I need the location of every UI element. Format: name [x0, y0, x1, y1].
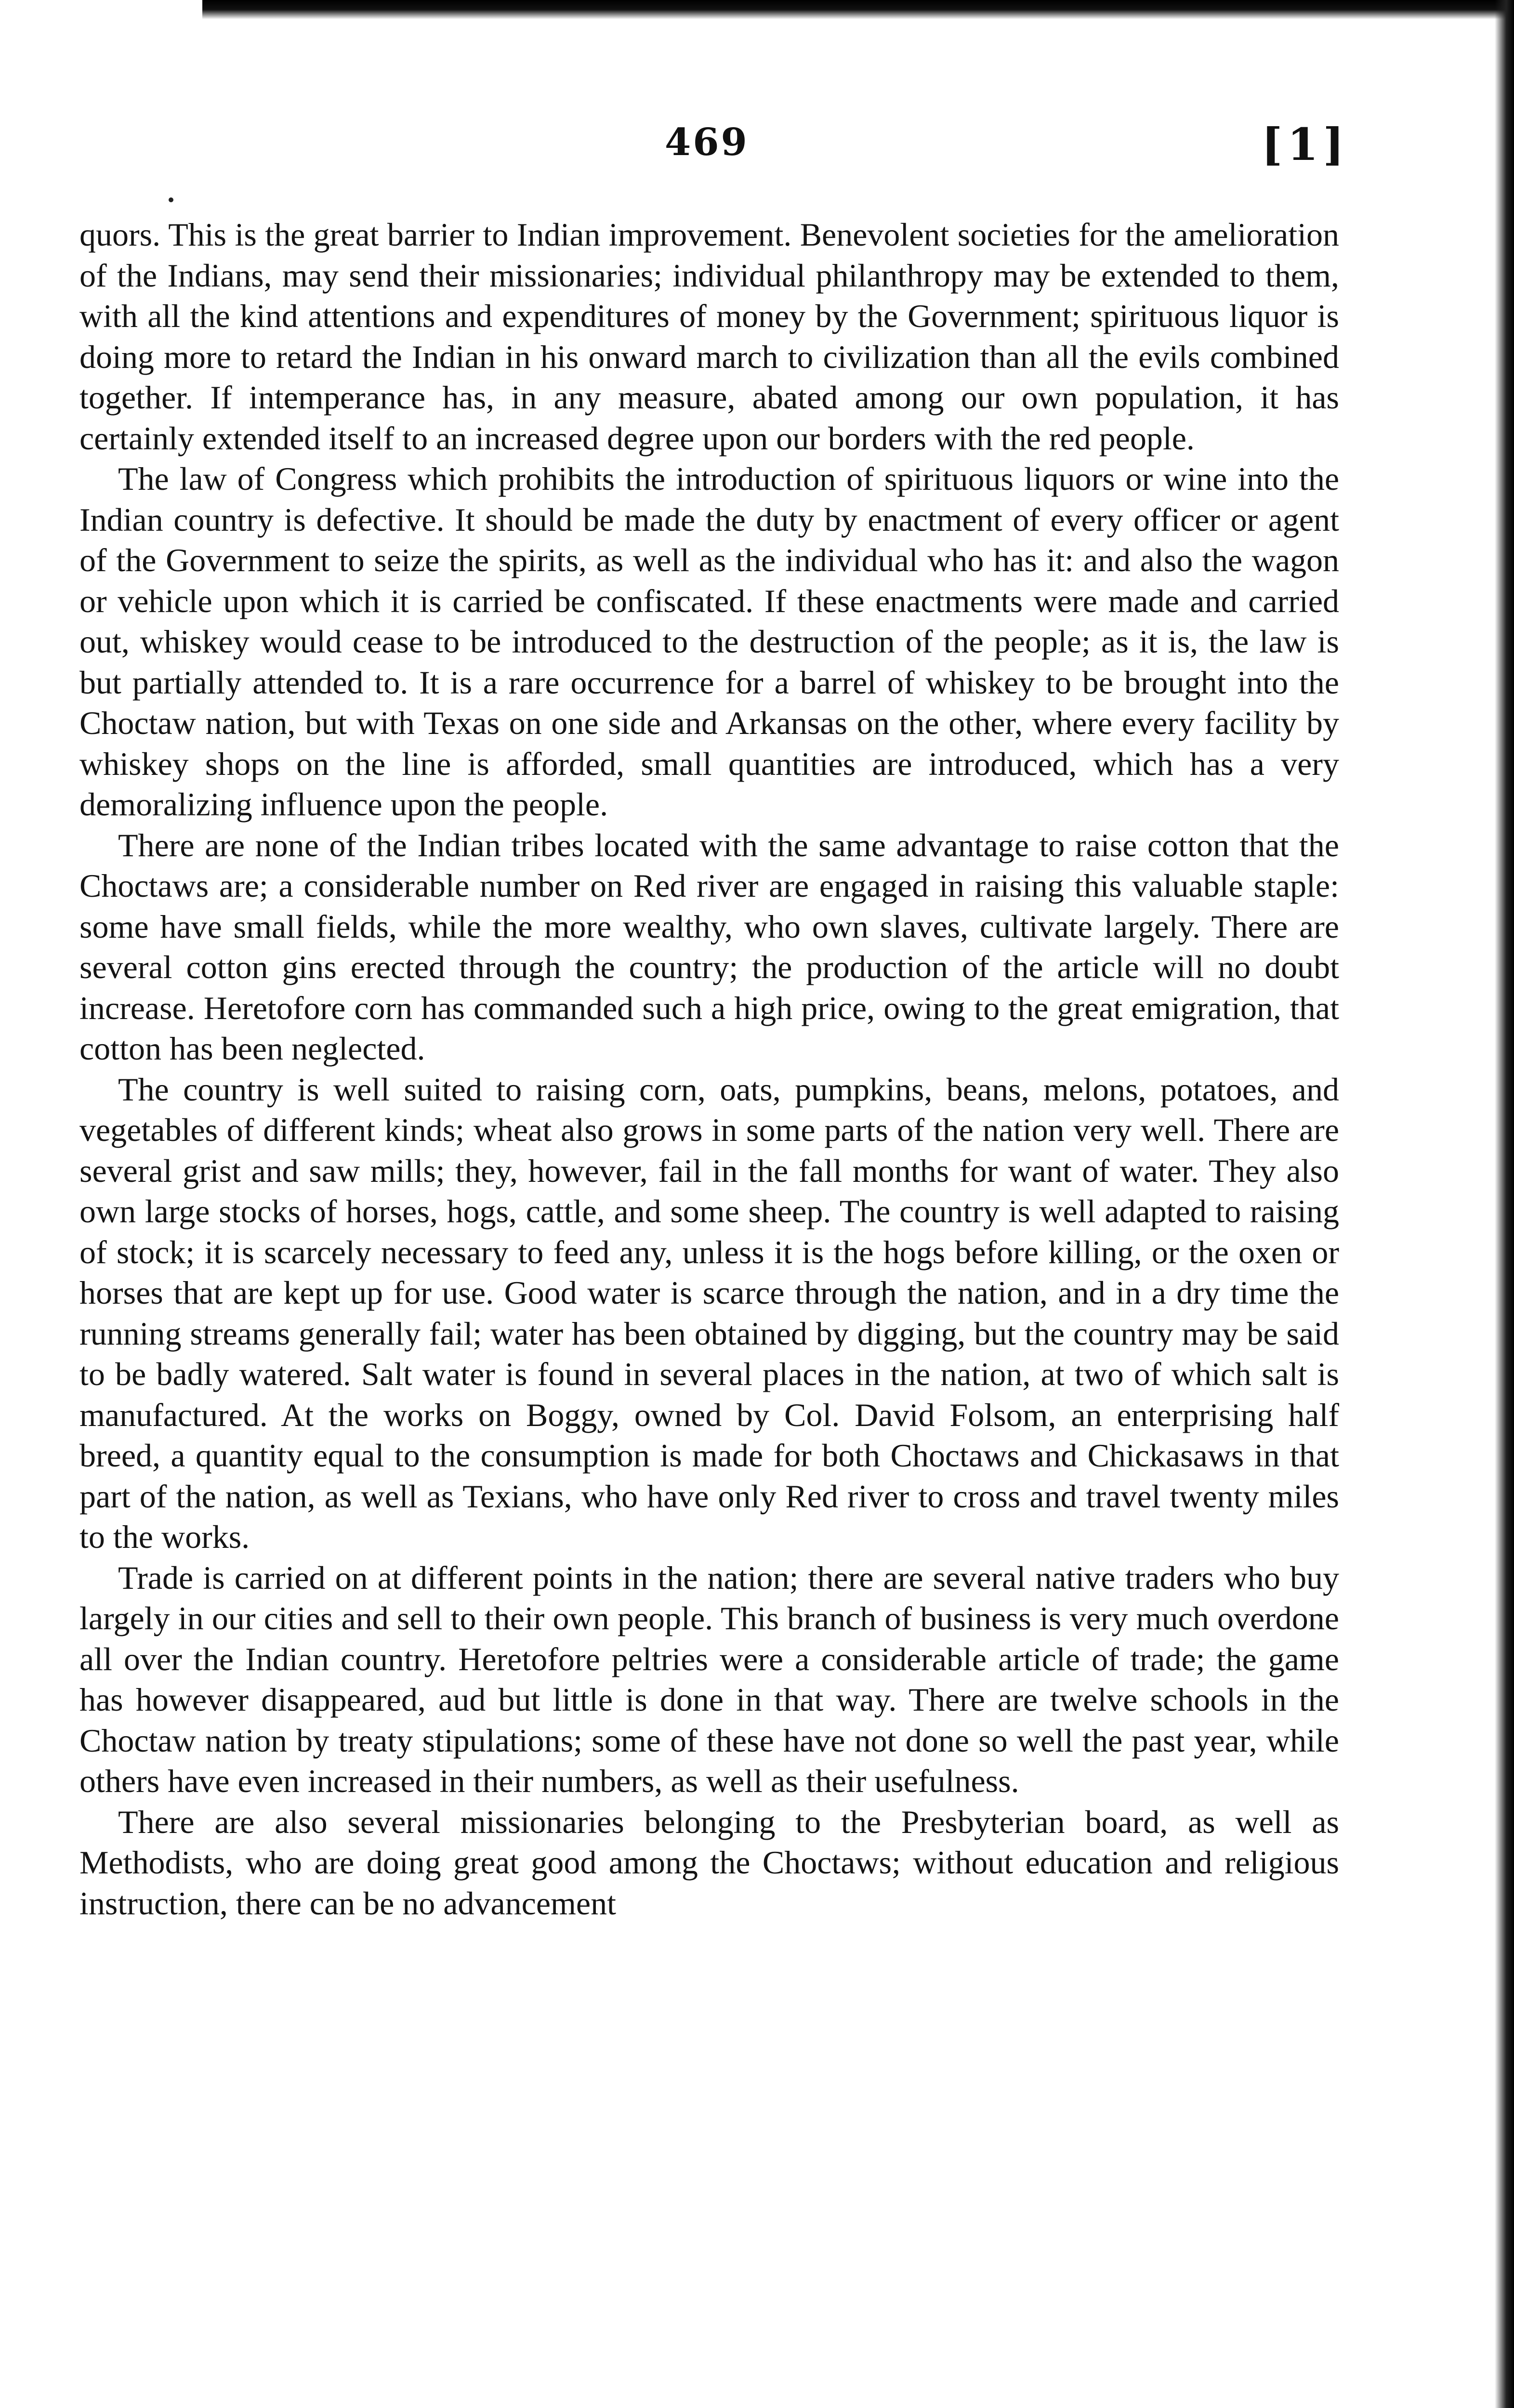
ink-dot	[169, 197, 173, 202]
paragraph-6: There are also several missionaries belonging to the Presbyterian board, as well as Methodists, who are doing great good among the Choctaws; without education and religious instruction, there can be no advancement	[79, 1803, 1339, 1922]
page-number: 469	[665, 120, 749, 164]
document-number: [1]	[1261, 118, 1349, 170]
paragraph-4: The country is well suited to raising corn, oats, pumpkins, beans, melons, potatoes, and vegetables of different kinds; wheat also grows in some parts of the nation very well. There are several grist and saw mills; they, however, fail in the fall months for want of water. They also own large stocks of horses, hogs, cattle, and some sheep. The country is well adapted to raising of stock; it is scarcely necessary to feed any, unless it is the hogs before killing, or the oxen or horses that are kept up for use. Good water is scarce through the nation, and in a dry time the running streams generally fail; water has been obtained by digging, but the country may be said to be badly watered. Salt water is found in several places in the nation, at two of which salt is manufactured. At the works on Boggy, owned by Col. David Folsom, an enterprising half breed, a quantity equal to the consumption is made for both Choctaws and Chickasaws in that part of the nation, as well as Texians, who have only Red river to cross and travel twenty miles to the works.	[79, 1071, 1339, 1555]
paragraph-1: quors. This is the great barrier to Indian improvement. Benevolent societies for the amelioration of the Indians, may send their missionaries; individual philanthropy may be extended to them, with all the kind attentions and expenditures of money by the Government; spirituous liquor is doing more to retard the Indian in his onward march to civilization than all the evils combined together. If intemperance has, in any measure, abated among our own population, it has certainly extended itself to an increased degree upon our borders with the red people.	[79, 216, 1339, 457]
paragraph-2: The law of Congress which prohibits the introduction of spirituous liquors or wine into the Indian country is defective. It should be made the duty by enactment of every officer or agent of the Government to seize the spirits, as well as the individual who has it: and also the wagon or vehicle upon which it is carried be confiscated. If these enactments were made and carried out, whiskey would cease to be introduced to the destruction of the people; as it is, the law is but partially attended to. It is a rare occurrence for a barrel of whiskey to be brought into the Choctaw nation, but with Texas on one side and Arkansas on the other, where every facility by whiskey shops on the line is afforded, small quantities are introduced, which has a very demoralizing influence upon the people.	[79, 460, 1339, 823]
page-header	[77, 120, 1349, 178]
body-text	[79, 214, 1339, 1924]
paragraph-5: Trade is carried on at different points in the nation; there are several native traders who buy largely in our cities and sell to their own people. This branch of business is very much overdone all over the Indian country. Heretofore peltries were a considerable article of trade; the game has however disappeared, aud but little is done in that way. There are twelve schools in the Choctaw nation by treaty stipulations; some of these have not done so well the past year, while others have even increased in their numbers, as well as their usefulness.	[79, 1559, 1339, 1799]
scan-edge-right	[1495, 0, 1514, 2408]
scan-edge-top	[0, 0, 1514, 19]
paragraph-3: There are none of the Indian tribes located with the same advantage to raise cotton that the Choctaws are; a considerable number on Red river are engaged in raising this valuable staple: some have small fields, while the more wealthy, who own slaves, cultivate largely. There are several cotton gins erected through the country; the production of the article will no doubt increase. Heretofore corn has commanded such a high price, owing to the great emigration, that cotton has been neglected.	[79, 826, 1339, 1067]
scan-edge-top-left	[0, 0, 202, 29]
